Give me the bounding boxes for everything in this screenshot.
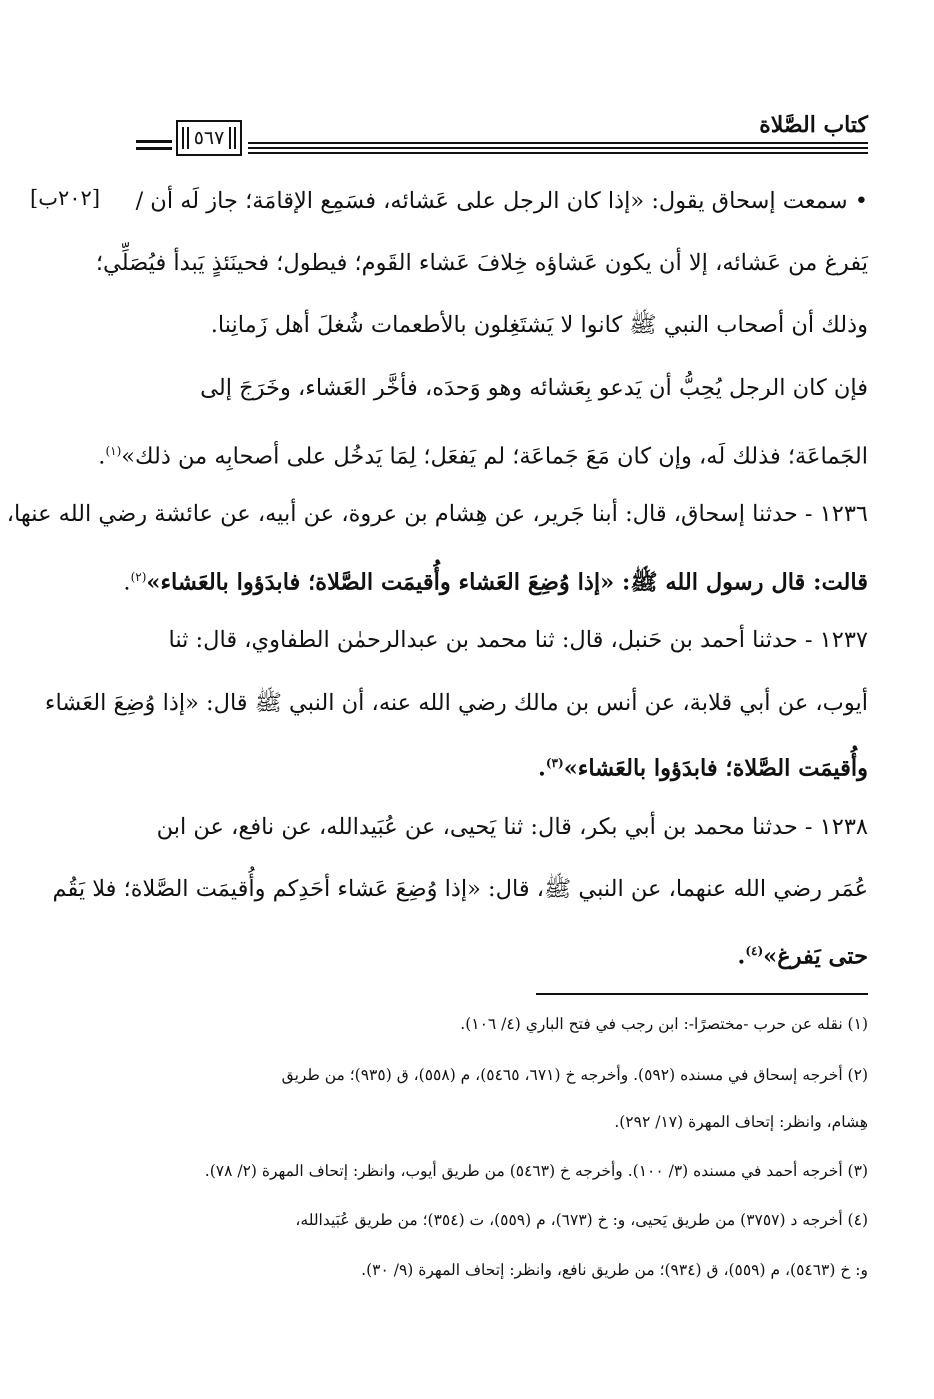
body-line: حتى يَفرغ»$^{(٤)}$. xyxy=(737,943,868,970)
hadith-1237-line: ١٢٣٧ - حدثنا أحمد بن حَنبل، قال: ثنا محمد بن عبدالرحمٰن الطفاوي، قال: ثنا xyxy=(168,627,868,653)
header-ornament xyxy=(136,140,172,143)
body-line: • سمعت إسحاق يقول: «إذا كان الرجل على عَشائه، فسَمِع الإقامَة؛ جاز لَه أن / xyxy=(135,188,868,214)
manuscript-folio-note: [٢٠٢ب] xyxy=(30,186,101,210)
hadith-1236-line: ١٢٣٦ - حدثنا إسحاق، قال: أبنا جَرير، عن هِشام بن عروة، عن أبيه، عن عائشة رضي الله عنها، xyxy=(6,501,868,527)
footnote: (٣) أخرجه أحمد في مسنده (٣/ ١٠٠). وأخرجه خ (٥٤٦٣) من طريق أيوب، وانظر: إتحاف المهرة (٢/ ٧٨). xyxy=(204,1162,868,1180)
footnote-ref: (١) xyxy=(105,444,122,458)
footnote: (٤) أخرجه د (٣٧٥٧) من طريق يَحيى، و: خ (٦٧٣)، م (٥٥٩)، ت (٣٥٤)؛ من طريق عُبَيدالله، xyxy=(295,1211,868,1229)
body-line: وأُقيمَت الصَّلاة؛ فابدَؤوا بالعَشاء»$^{(٣)}$. xyxy=(538,755,868,782)
footnote-ref: (٤) xyxy=(745,944,764,958)
header-ornament xyxy=(136,147,172,150)
body-line: قالت: قال رسول الله ﷺ: «إذا وُضِعَ العَشاء وأُقيمَت الصَّلاة؛ فابدَؤوا بالعَشاء»$^{(٢)}$. xyxy=(123,569,868,596)
footnote: و: خ (٥٤٦٣)، م (٥٥٩)، ق (٩٣٤)؛ من طريق نافع، وانظر: إتحاف المهرة (٩/ ٣٠). xyxy=(361,1261,868,1279)
body-line: الجَماعَة؛ فذلك لَه، وإن كان مَعَ جَماعَة؛ لم يَفعَل؛ لِمَا يَدخُل على أصحابِه من ذلك»$^{(١)}$. xyxy=(98,443,868,470)
body-line: وذلك أن أصحاب النبي ﷺ كانوا لا يَشتَغِلون بالأطعمات شُغلَ أهل زَمانِنا. xyxy=(210,312,868,338)
page-number: ٥٦٧ xyxy=(176,120,242,156)
running-head-title: كتاب الصَّلاة xyxy=(759,112,868,138)
hadith-1238-line: ١٢٣٨ - حدثنا محمد بن أبي بكر، قال: ثنا يَحيى، عن عُبَيدالله، عن نافع، عن ابن xyxy=(156,814,868,840)
header-rule xyxy=(248,147,868,149)
body-line: عُمَر رضي الله عنهما، عن النبي ﷺ، قال: «إذا وُضِعَ عَشاء أحَدِكم وأُقيمَت الصَّلاة؛ فلا يَقُم xyxy=(52,876,868,902)
footnote: هِشام، وانظر: إتحاف المهرة (١٧/ ٢٩٢). xyxy=(614,1113,868,1131)
footnote-ref: (٢) xyxy=(130,570,147,584)
footnote-ref: (٣) xyxy=(545,756,564,770)
footnote-separator xyxy=(536,993,868,995)
footnote: (٢) أخرجه إسحاق في مسنده (٥٩٢). وأخرجه خ (٦٧١، ٥٤٦٥)، م (٥٥٨)، ق (٩٣٥)؛ من طريق xyxy=(281,1066,868,1084)
body-line: يَفرغ من عَشائه، إلا أن يكون عَشاؤه خِلافَ عَشاء القَوم؛ فيطول؛ فحينَئذٍ يَبدأ فيُصَلِّي؛ xyxy=(95,250,868,276)
body-line: أيوب، عن أبي قلابة، عن أنس بن مالك رضي الله عنه، أن النبي ﷺ قال: «إذا وُضِعَ العَشاء xyxy=(44,690,868,716)
header-rule xyxy=(248,142,868,144)
header-rule xyxy=(248,152,868,154)
body-line: فإن كان الرجل يُحِبُّ أن يَدعو بِعَشائه وهو وَحدَه، فأخَّر العَشاء، وخَرَجَ إلى xyxy=(200,375,868,401)
footnote: (١) نقله عن حرب -مختصرًا-: ابن رجب في فتح الباري (٤/ ١٠٦). xyxy=(460,1015,868,1033)
